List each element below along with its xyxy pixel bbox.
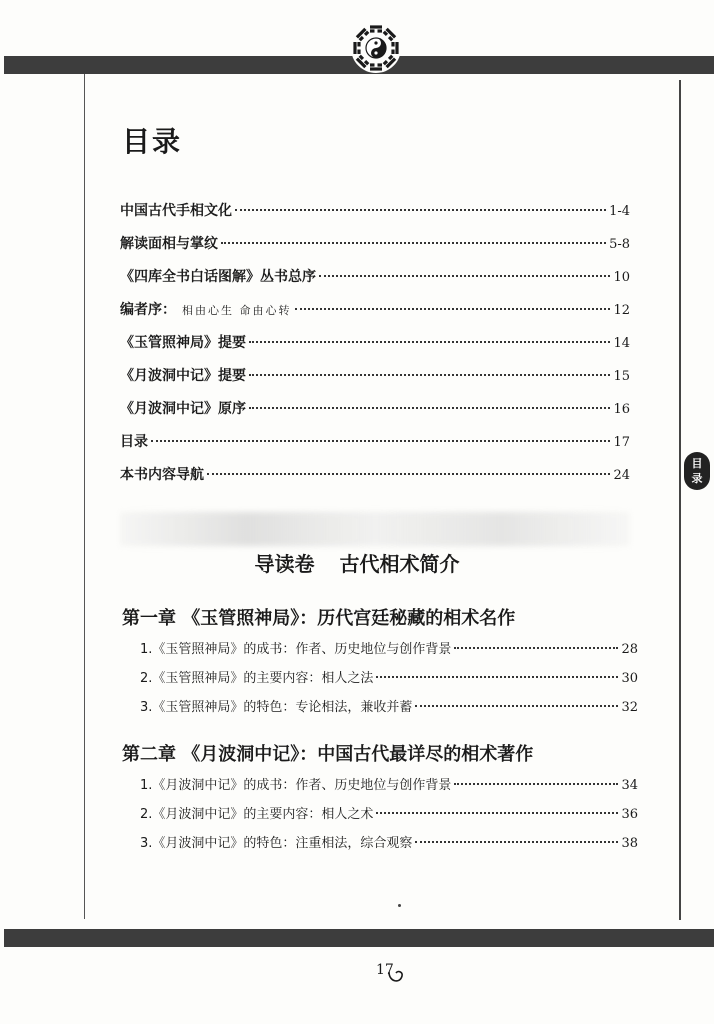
toc-entry-page: 1-4 [609, 204, 630, 219]
page-frame-left [84, 74, 85, 919]
section-heading: 导读卷 古代相术简介 [254, 552, 460, 576]
toc-entry-title: 中国古代手相文化 [120, 203, 232, 219]
toc-entry-page: 17 [613, 435, 630, 450]
section-side-tab [684, 452, 710, 490]
chapter-item-page: 28 [621, 642, 638, 657]
toc-entry-title: 目录 [120, 434, 148, 450]
dot-leader [221, 242, 606, 244]
toc-entry-page: 10 [613, 270, 630, 285]
toc-entry[interactable] [120, 431, 630, 464]
chapter-item[interactable] [140, 696, 638, 725]
toc-entry[interactable] [120, 233, 630, 266]
toc-entry-page: 16 [613, 402, 630, 417]
dot-leader [249, 341, 610, 343]
chapter-item-title: 3.《月波洞中记》的特色：注重相法，综合观察 [140, 836, 413, 851]
dot-leader [415, 841, 618, 843]
chapter-item-title: 2.《月波洞中记》的主要内容：相人之术 [140, 807, 374, 822]
toc-entry-page: 5-8 [609, 237, 630, 252]
toc-entry-page: 14 [613, 336, 630, 351]
dot-leader [235, 209, 606, 211]
dot-leader [454, 647, 618, 649]
toc-entry[interactable] [120, 299, 630, 332]
dot-leader [207, 473, 610, 475]
toc-entry-title: 《月波洞中记》提要 [120, 368, 246, 384]
dot-leader [415, 705, 618, 707]
chapter-item-page: 34 [621, 778, 638, 793]
toc-entry-page: 24 [613, 468, 630, 483]
dot-leader [454, 783, 618, 785]
side-tab-char-2: 录 [691, 472, 703, 485]
toc-entry-page: 12 [613, 303, 630, 318]
chapter-item-page: 36 [621, 807, 638, 822]
chapter-item-page: 38 [621, 836, 638, 851]
chapter-item[interactable] [140, 774, 638, 803]
toc-entry[interactable] [120, 332, 630, 365]
chapter-item-title: 1.《月波洞中记》的成书：作者、历史地位与创作背景 [140, 778, 452, 793]
toc-list [120, 200, 630, 497]
chapter-item[interactable] [140, 803, 638, 832]
toc-entry[interactable] [120, 398, 630, 431]
toc-entry[interactable] [120, 464, 630, 497]
dot-leader [249, 407, 610, 409]
toc-entry-page: 15 [613, 369, 630, 384]
chapter-item[interactable] [140, 832, 638, 861]
chapter-items [140, 774, 638, 861]
dot-leader [295, 308, 611, 310]
dot-leader [151, 440, 610, 442]
page-frame-right [679, 80, 681, 920]
toc-entry-title: 解读面相与掌纹 [120, 236, 218, 252]
chapter-item-page: 30 [621, 671, 638, 686]
dot-leader [319, 275, 610, 277]
chapter-item-title: 2.《玉管照神局》的主要内容：相人之法 [140, 671, 374, 686]
toc-entry-title: 《四库全书白话图解》丛书总序 [120, 269, 316, 285]
chapter-item[interactable] [140, 667, 638, 696]
page-title: 目录 [122, 125, 183, 158]
side-tab-char-1: 目 [691, 457, 703, 470]
yin-yang-bagua-icon [348, 18, 404, 74]
toc-entry-title: 《月波洞中记》原序 [120, 401, 246, 417]
toc-entry[interactable] [120, 200, 630, 233]
toc-entry[interactable] [120, 266, 630, 299]
stray-mark [398, 904, 401, 907]
chapter-item-title: 3.《玉管照神局》的特色：专论相法，兼收并蓄 [140, 700, 413, 715]
swirl-icon [386, 964, 408, 986]
chapter-item-title: 1.《玉管照神局》的成书：作者、历史地位与创作背景 [140, 642, 452, 657]
page-number: 17 [376, 962, 394, 978]
toc-entry-title: 本书内容导航 [120, 467, 204, 483]
chapter-heading[interactable]: 第一章 《玉管照神局》：历代宫廷秘藏的相术名作 [122, 608, 516, 629]
toc-entry-title: 《玉管照神局》提要 [120, 335, 246, 351]
dot-leader [249, 374, 610, 376]
dot-leader [376, 812, 618, 814]
toc-entry-subtitle: 相由心生 命由心转 [182, 304, 292, 317]
dot-leader [376, 676, 618, 678]
toc-entry[interactable] [120, 365, 630, 398]
chapter-heading[interactable]: 第二章 《月波洞中记》：中国古代最详尽的相术著作 [122, 744, 534, 765]
bleed-through-smudge [120, 512, 630, 546]
footer-bar [4, 929, 714, 947]
chapter-item[interactable] [140, 638, 638, 667]
chapter-items [140, 638, 638, 725]
toc-entry-title: 编者序： [120, 302, 176, 318]
chapter-item-page: 32 [621, 700, 638, 715]
